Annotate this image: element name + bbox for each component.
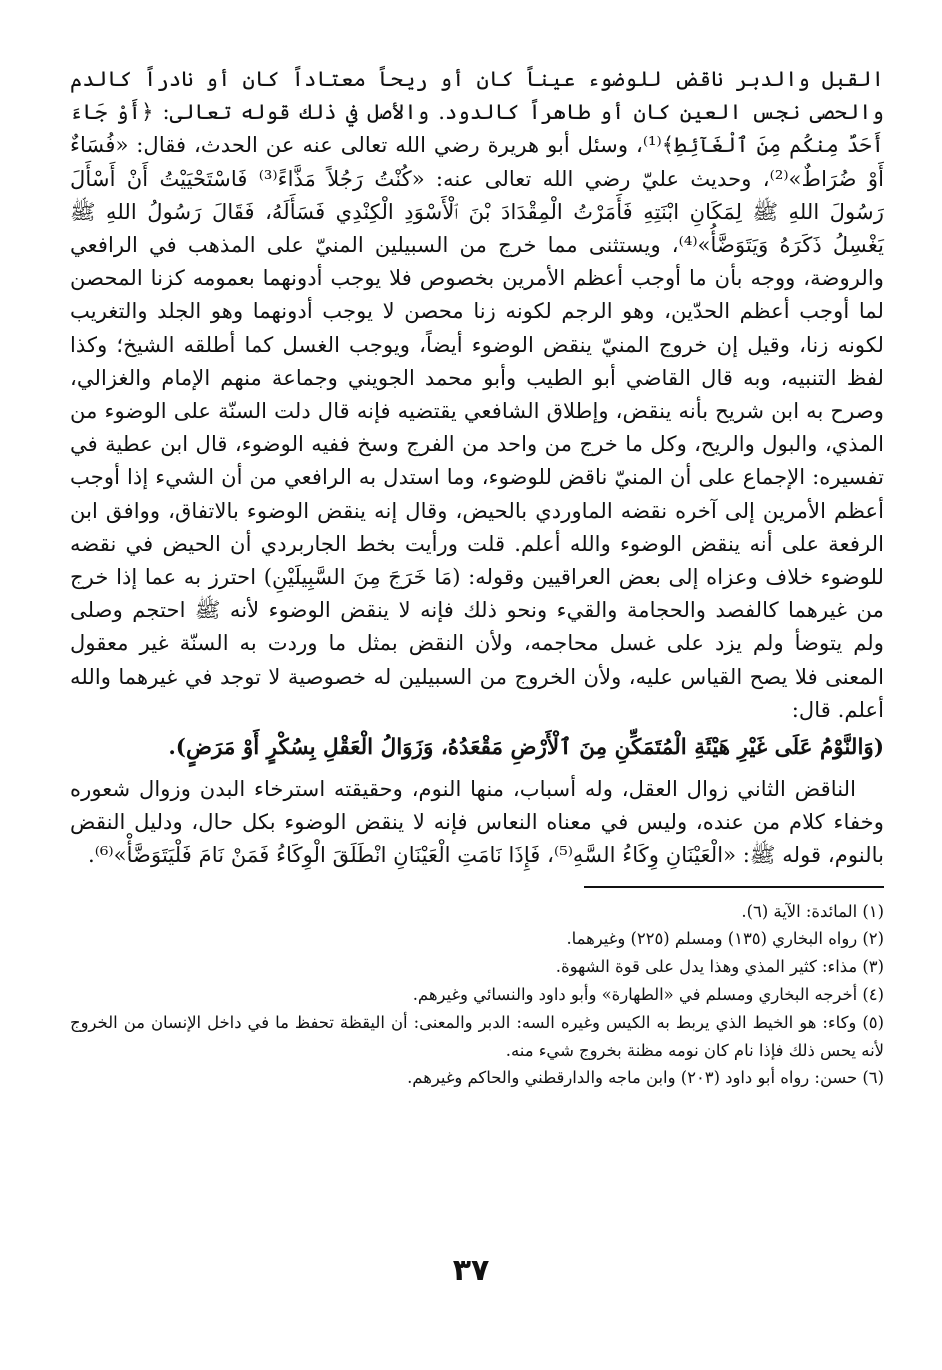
footnote-2: (٢) رواه البخاري (١٣٥) ومسلم (٢٢٥) وغيرهما. <box>566 929 884 949</box>
paragraph-1: القبل والدبر ناقض للوضوء عيناً كان أو ريحاً معتاداً كان أو نادراً كالدم والحصى نجس العين كان أو طاهراً كالدود. والأصل في ذلك قوله تعالى: ﴿أَوْ جَاءَ أَحَدٌ مِنكُم مِنَ ٱلْغَآئِطِ﴾⁽¹⁾، وسئل أبو هريرة رضي الله تعالى عنه عن الحدث، فقال: «فُسَاءٌ أَوْ ضُرَاطٌ»⁽²⁾، وحديث عليّ رضي الله تعالى عنه: «كُنْتُ رَجُلاً مَذَّاءً⁽³⁾ فَاسْتَحْيَيْتُ أَنْ أَسْأَلَ رَسُولَ اللهِ ﷺ لِمَكَانِ ابْنَتِهِ فَأَمَرْتُ الْمِقْدَادَ بْنَ ٱلْأَسْوَدِ الْكِنْدِي فَسَأَلَهُ، فَقَالَ رَسُولُ اللهِ ﷺ يَغْسِلُ ذَكَرَهُ وَيَتَوَضَّأُ»⁽⁴⁾، ويستثنى مما خرج من السبيلين المنيّ على المذهب في الرافعي والروضة، ووجه بأن ما أوجب أعظم الأمرين بخصوص فلا يوجب أدونهما بعمومه كزنا المحصن لما أوجب أعظم الحدّين، وهو الرجم لكونه زنا محصن لا يوجب أدونهما وهو الجلد والتغريب لكونه زنا، وقيل إن خروج المنيّ ينقض الوضوء أيضاً، ويوجب الغسل كما أطلقه الشيخ؛ وكذا لفظ التنبيه، وبه قال القاضي أبو الطيب وأبو محمد الجويني وجماعة منهم الإمام والغزالي، وصرح به ابن شريح بأنه ينقض، وإطلاق الشافعي يقتضيه فإنه قال دلت السنّة على الوضوء من المذي، والبول والريح، وكل ما خرج من واحد من الفرج وسخ ففيه الوضوء، قال ابن عطية في تفسيره: الإجماع على أن المنيّ ناقض للوضوء، وما استدل به الرافعي من أن الشيء إذا أوجب أعظم الأمرين إلى آخره نقضه الماوردي بالحيض، وقال إنه ينقض الوضوء بالاتفاق، ووافق ابن الرفعة على أنه ينقض الوضوء والله أعلم. قلت ورأيت بخط الجاربردي أن الحيض في نقضه للوضوء خلاف وعزاه إلى بعض العراقيين وقوله: (مَا خَرَجَ مِنَ السَّبِيلَيْنِ) احترز به عما إذا خرج من غيرهما كالفصد والحجامة والقيء ونحو ذلك فإنه لا ينقض الوضوء لأنه ﷺ احتجم وصلى ولم يتوضأ ولم يزد على غسل محاجمه، ولأن النقض بمثل ما وردت به السنّة غير معقول المعنى فلا يصح القياس عليه، ولأن الخروج من السبيلين له خصوصية لا توجد في غيرهما والله أعلم. قال: <box>70 66 885 722</box>
footnote-6: (٦) حسن: رواه أبو داود (٢٠٣) وابن ماجه والدارقطني والحاكم وغيرهم. <box>407 1068 884 1088</box>
footnote-3: (٣) مذاء: كثير المذي وهذا يدل على قوة الشهوة. <box>555 957 884 977</box>
footnote-divider <box>584 886 884 888</box>
footnotes <box>70 898 884 1093</box>
footnote-4: (٤) أخرجه البخاري ومسلم في «الطهارة» وأبو داود والنسائي وغيرهم. <box>412 985 884 1005</box>
page <box>70 62 884 1352</box>
paragraph-2: الناقض الثاني زوال العقل، وله أسباب، منها النوم، وحقيقته استرخاء البدن وزوال شعوره وخفاء كلام من عنده، وليس في معناه النعاس فإنه لا ينقض الوضوء بكل حال، ودليل النقض بالنوم، قوله ﷺ: «الْعَيْنَانِ وِكَاءُ السَّهِ⁽⁵⁾، فَإِذَا نَامَتِ الْعَيْنَانِ انْطَلَقَ الْوِكَاءُ فَمَنْ نَامَ فَلْيَتَوَضَّأْ»⁽⁶⁾. <box>70 776 884 868</box>
footnote-5: (٥) وكاء: هو الخيط الذي يربط به الكيس وغيره السه: الدبر والمعنى: أن اليقظة تحفظ ما في داخل الإنسان من الخروج لأنه يحس ذلك فإذا نام كان نومه مظنة بخروج شيء منه. <box>70 1012 884 1060</box>
page-number: ٣٧ <box>452 1253 490 1288</box>
matn-quote: (وَالنَّوْمُ عَلَى غَيْرِ هَيْئَةِ الْمُتَمَكِّنِ مِنَ ٱلْأَرْضِ مَقْعَدُهُ، وَزَوَالُ الْعَقْلِ بِسُكْرٍ أَوْ مَرَضٍ). <box>168 735 884 761</box>
footnote-1: (١) المائدة: الآية (٦). <box>741 901 884 921</box>
main-text <box>70 62 884 872</box>
